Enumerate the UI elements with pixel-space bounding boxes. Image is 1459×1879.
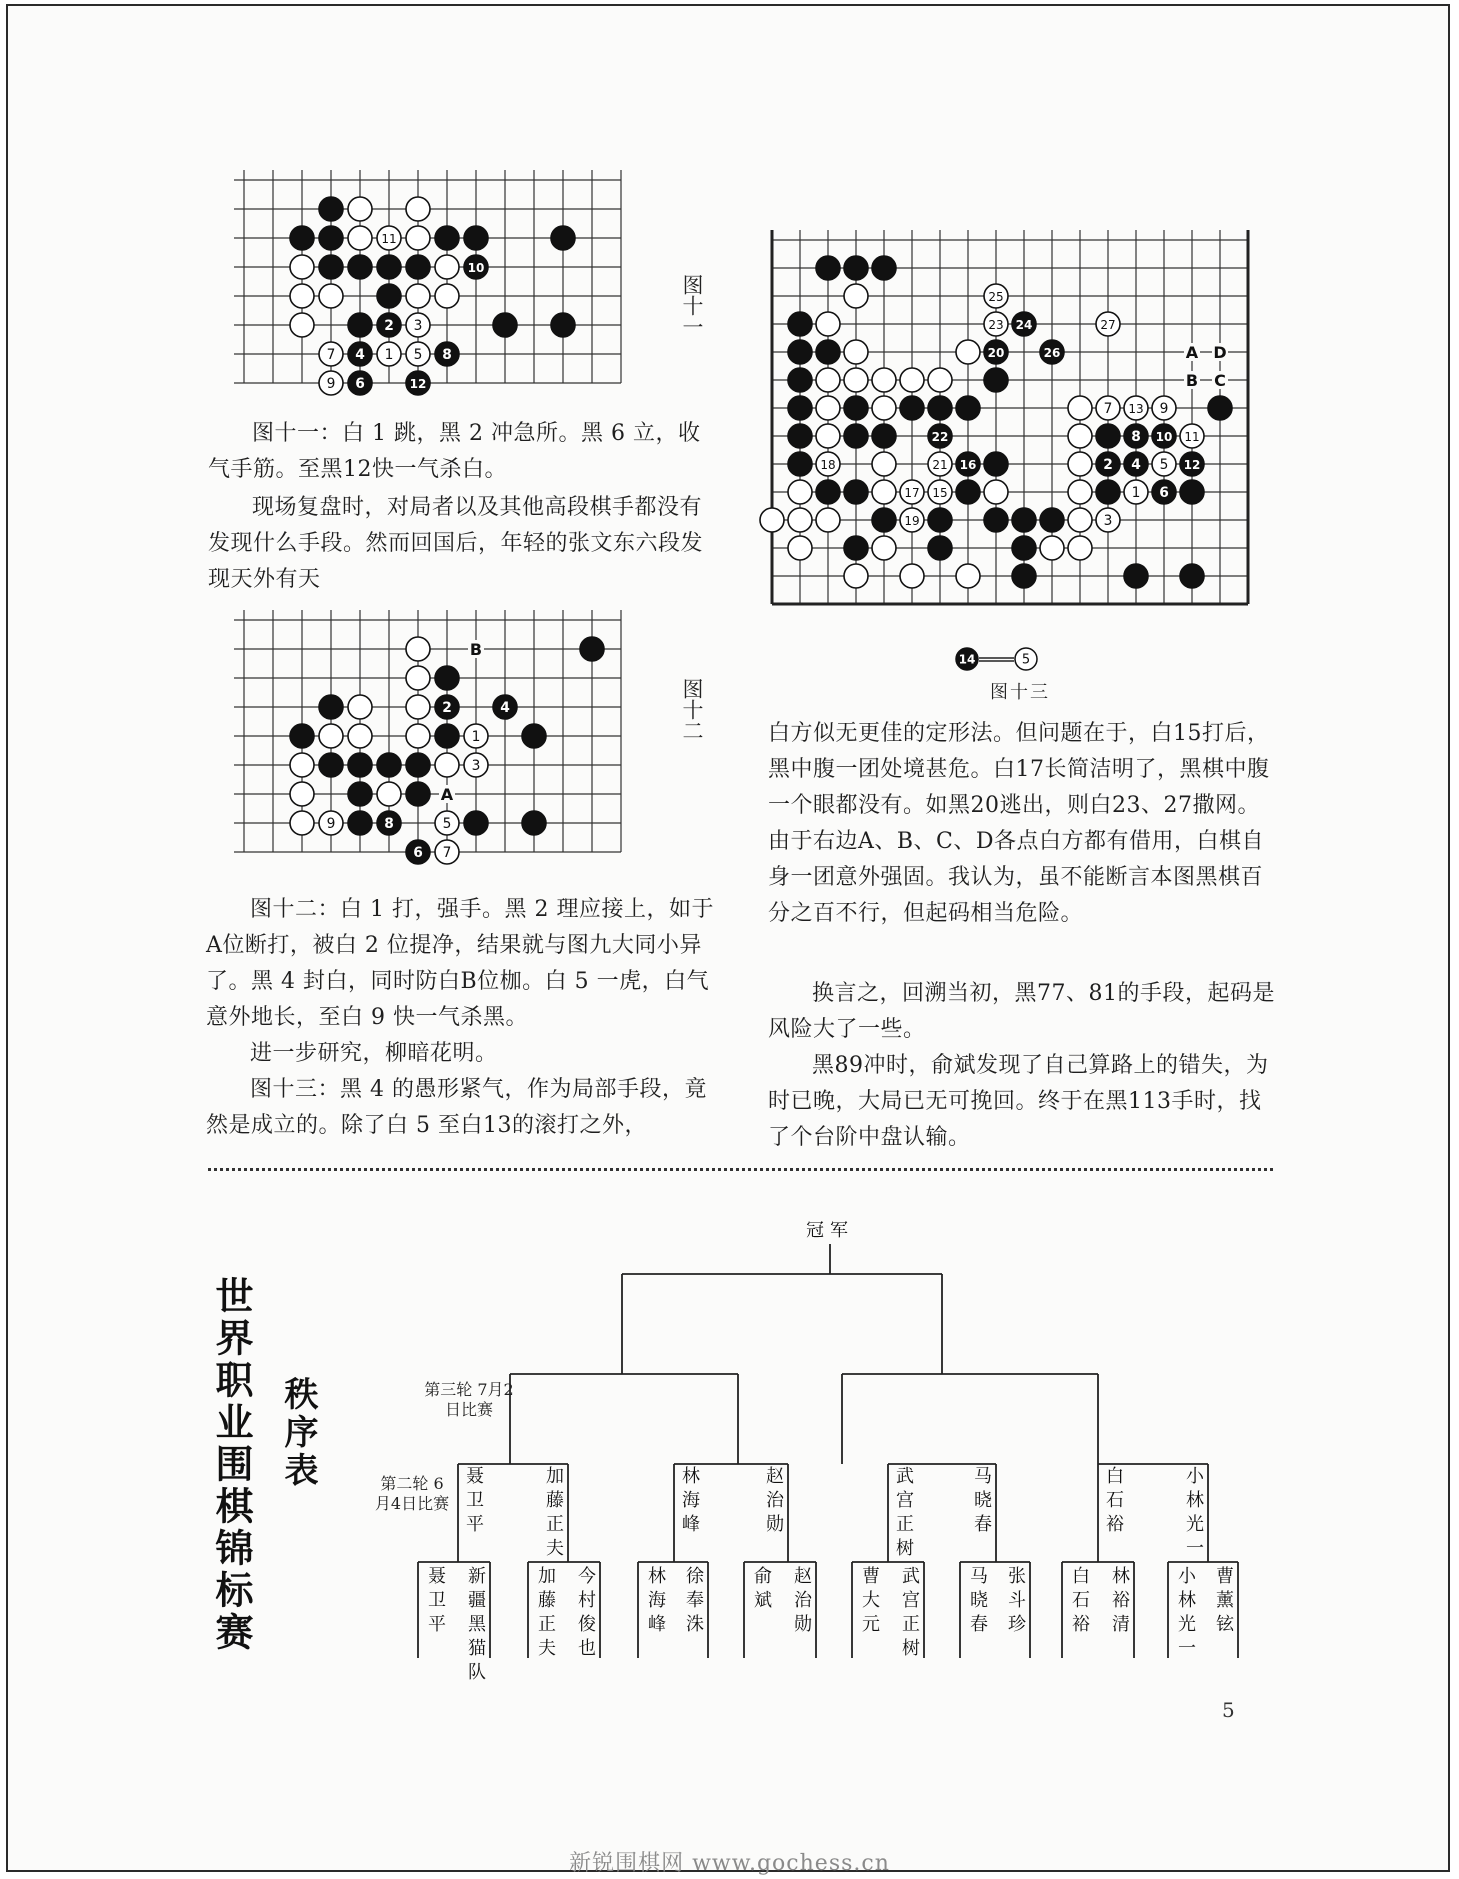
white-stone-3 — [464, 753, 488, 777]
round1-player-6: 徐奉洙 — [683, 1566, 704, 1638]
black-stone — [844, 536, 868, 560]
white-stone — [900, 368, 924, 392]
svg-text:11: 11 — [1184, 429, 1200, 444]
white-stone-25 — [984, 284, 1008, 308]
white-stone — [406, 197, 430, 221]
black-stone — [844, 256, 868, 280]
svg-text:13: 13 — [1128, 401, 1144, 416]
black-stone — [844, 480, 868, 504]
white-stone — [290, 255, 314, 279]
white-stone-17 — [900, 480, 924, 504]
white-stone-3 — [406, 313, 430, 337]
white-stone — [844, 564, 868, 588]
round1-player-5: 林海峰 — [645, 1566, 666, 1638]
ko-note-right-number: 5 — [1021, 652, 1031, 668]
white-stone-11 — [1180, 424, 1204, 448]
white-stone — [406, 226, 430, 250]
black-stone — [348, 811, 372, 835]
svg-text:5: 5 — [442, 815, 452, 832]
black-stone — [956, 396, 980, 420]
white-stone — [844, 368, 868, 392]
white-stone-9 — [1152, 396, 1176, 420]
black-stone — [493, 313, 517, 337]
svg-text:2: 2 — [1103, 456, 1113, 473]
round1-player-15: 小林光一 — [1175, 1566, 1196, 1662]
svg-text:8: 8 — [384, 815, 394, 832]
black-stone — [928, 396, 952, 420]
black-stone-2 — [435, 695, 459, 719]
svg-text:12: 12 — [1183, 457, 1201, 472]
ko-note — [952, 644, 1062, 678]
black-stone-12 — [1180, 452, 1204, 476]
white-stone — [956, 340, 980, 364]
svg-text:11: 11 — [381, 231, 397, 246]
white-stone — [377, 782, 401, 806]
black-stone — [1012, 564, 1036, 588]
svg-text:3: 3 — [1103, 512, 1113, 529]
svg-text:24: 24 — [1015, 317, 1033, 332]
svg-text:6: 6 — [355, 375, 365, 392]
black-stone — [788, 312, 812, 336]
black-stone — [1124, 564, 1148, 588]
board-letter-A: A — [440, 785, 454, 804]
black-stone — [788, 396, 812, 420]
round1-player-1: 聂卫平 — [425, 1566, 446, 1638]
white-stone — [1068, 452, 1092, 476]
round2-player-1: 聂卫平 — [463, 1466, 484, 1538]
round1-player-10: 武宫正树 — [899, 1566, 920, 1662]
black-stone-8 — [1124, 424, 1148, 448]
white-stone — [872, 452, 896, 476]
paragraph-left-2: 进一步研究，柳暗花明。 — [250, 1041, 498, 1066]
black-stone — [319, 255, 343, 279]
black-stone — [348, 313, 372, 337]
black-stone — [928, 508, 952, 532]
svg-text:1: 1 — [471, 728, 481, 745]
page-number: 5 — [1222, 1698, 1235, 1722]
paragraph-left-3: 图十三：黑 4 的愚形紧气，作为局部手段，竟然是成立的。除了白 5 至白13的滚打之外， — [206, 1077, 707, 1138]
black-stone — [290, 724, 314, 748]
svg-text:25: 25 — [988, 289, 1004, 304]
white-stone — [319, 284, 343, 308]
white-stone — [1040, 536, 1064, 560]
round1-player-3: 加藤正夫 — [535, 1566, 556, 1662]
white-stone — [1068, 508, 1092, 532]
svg-text:3: 3 — [471, 757, 481, 774]
black-stone — [788, 340, 812, 364]
svg-text:19: 19 — [904, 513, 920, 528]
white-stone — [406, 666, 430, 690]
white-stone — [290, 811, 314, 835]
black-stone — [928, 536, 952, 560]
black-stone-2 — [1096, 452, 1120, 476]
svg-text:21: 21 — [932, 457, 948, 472]
black-stone — [984, 368, 1008, 392]
black-stone — [377, 753, 401, 777]
white-stone-21 — [928, 452, 952, 476]
svg-text:16: 16 — [959, 457, 977, 472]
page-frame — [6, 4, 1450, 1872]
white-stone — [290, 284, 314, 308]
white-stone — [406, 724, 430, 748]
black-stone-4 — [1124, 452, 1148, 476]
black-stone — [1012, 508, 1036, 532]
black-stone — [788, 452, 812, 476]
white-stone-15 — [928, 480, 952, 504]
white-stone — [844, 284, 868, 308]
white-stone — [872, 368, 896, 392]
svg-text:9: 9 — [326, 815, 336, 832]
paragraph-left-1: 现场复盘时，对局者以及其他高段棋手都没有发现什么手段。然而回国后，年轻的张文东六段发现天外有天 — [208, 495, 704, 592]
ko-note-left-number: 14 — [958, 652, 976, 667]
black-stone — [551, 226, 575, 250]
white-stone — [816, 396, 840, 420]
black-stone-2 — [377, 313, 401, 337]
white-stone — [816, 508, 840, 532]
black-stone — [522, 724, 546, 748]
black-stone-10 — [1152, 424, 1176, 448]
white-stone — [435, 284, 459, 308]
black-stone — [844, 396, 868, 420]
svg-text:27: 27 — [1100, 317, 1116, 332]
black-stone-16 — [956, 452, 980, 476]
white-stone — [788, 536, 812, 560]
white-stone — [872, 396, 896, 420]
figure-label-fig13: 图十三 — [990, 682, 1050, 703]
white-stone-9 — [319, 371, 343, 395]
white-stone — [348, 226, 372, 250]
white-stone-23 — [984, 312, 1008, 336]
white-stone — [816, 424, 840, 448]
white-stone — [872, 536, 896, 560]
white-stone — [816, 312, 840, 336]
svg-text:17: 17 — [904, 485, 920, 500]
white-stone — [348, 197, 372, 221]
ko-note-graphic — [952, 644, 1062, 674]
svg-text:8: 8 — [1131, 428, 1141, 445]
black-stone-4 — [348, 342, 372, 366]
black-stone — [464, 811, 488, 835]
black-stone-8 — [435, 342, 459, 366]
go-board-fig13 — [762, 230, 1274, 638]
black-stone — [319, 695, 343, 719]
svg-text:6: 6 — [1159, 484, 1169, 501]
black-stone — [816, 480, 840, 504]
white-stone — [816, 368, 840, 392]
section-divider — [208, 1168, 1273, 1177]
black-stone — [872, 256, 896, 280]
go-board-fig12 — [234, 606, 640, 886]
white-stone-7 — [435, 840, 459, 864]
black-stone-26 — [1040, 340, 1064, 364]
white-stone — [844, 340, 868, 364]
svg-text:9: 9 — [1159, 400, 1169, 417]
round1-player-16: 曹薰铉 — [1213, 1566, 1234, 1638]
black-stone-6 — [406, 840, 430, 864]
black-stone — [348, 782, 372, 806]
tournament-subtitle: 秩序表 — [278, 1376, 318, 1490]
white-stone — [1068, 536, 1092, 560]
white-stone-1 — [464, 724, 488, 748]
white-stone-5 — [435, 811, 459, 835]
paragraph-right-2: 换言之，回溯当初，黑77、81的手段，起码是风险大了一些。 — [768, 981, 1275, 1042]
svg-text:5: 5 — [413, 346, 423, 363]
black-stone — [319, 226, 343, 250]
figure-label-fig12: 图十二 — [680, 678, 704, 741]
round1-player-12: 张斗珍 — [1005, 1566, 1026, 1638]
svg-text:4: 4 — [500, 699, 510, 716]
white-stone-5 — [1152, 452, 1176, 476]
round2-player-8: 小林光一 — [1183, 1466, 1204, 1562]
white-stone — [760, 508, 784, 532]
svg-text:10: 10 — [467, 260, 485, 275]
white-stone — [406, 637, 430, 661]
caption-fig12: 图十二：白 1 打，强手。黑 2 理应接上，如于A位断打，被白 2 位提净，结果就与图九大同小异了。黑 4 封白，同时防白B位枷。白 5 一虎，白气意外地长，至白 9 快一气杀黑。 — [206, 897, 714, 1030]
white-stone — [788, 508, 812, 532]
white-stone-1 — [377, 342, 401, 366]
white-stone — [290, 313, 314, 337]
round3-label: 第三轮 7月2日比赛 — [424, 1380, 514, 1419]
board-letter-B: B — [1185, 371, 1199, 390]
round1-player-14: 林裕清 — [1109, 1566, 1130, 1638]
white-stone — [319, 724, 343, 748]
black-stone — [1180, 480, 1204, 504]
black-stone-10 — [464, 255, 488, 279]
white-stone — [435, 753, 459, 777]
black-stone — [816, 256, 840, 280]
svg-text:18: 18 — [820, 457, 836, 472]
paragraph-right-1: 白方似无更佳的定形法。但问题在于，白15打后，黑中腹一团处境甚危。白17长简洁明了，黑棋中腹一个眼都没有。如黑20逃出，则白23、27撒网。由于右边A、B、C、D各点白方都有借用，白棋自身一团意外强固。我认为，虽不能断言本图黑棋百分之百不行，但起码相当危险。 — [768, 721, 1270, 926]
white-stone-27 — [1096, 312, 1120, 336]
svg-text:20: 20 — [987, 345, 1005, 360]
svg-text:2: 2 — [442, 699, 452, 716]
black-stone — [900, 396, 924, 420]
white-stone-7 — [319, 342, 343, 366]
white-stone — [984, 480, 1008, 504]
black-stone — [580, 637, 604, 661]
svg-text:7: 7 — [1103, 400, 1113, 417]
svg-text:7: 7 — [326, 346, 336, 363]
white-stone — [956, 564, 980, 588]
svg-text:3: 3 — [413, 317, 423, 334]
white-stone-13 — [1124, 396, 1148, 420]
round2-player-6: 马晓春 — [971, 1466, 992, 1538]
black-stone — [1096, 480, 1120, 504]
black-stone — [290, 226, 314, 250]
black-stone — [788, 424, 812, 448]
watermark: 新锐围棋网 www.gochess.cn — [569, 1851, 890, 1876]
svg-text:10: 10 — [1155, 429, 1173, 444]
black-stone — [464, 226, 488, 250]
black-stone — [377, 255, 401, 279]
white-stone-3 — [1096, 508, 1120, 532]
black-stone-6 — [348, 371, 372, 395]
board-letter-A: A — [1185, 343, 1199, 362]
black-stone — [1180, 564, 1204, 588]
black-stone — [788, 368, 812, 392]
round1-player-2: 新疆黑猫队 — [465, 1566, 486, 1686]
black-stone — [377, 284, 401, 308]
white-stone — [928, 368, 952, 392]
white-stone-5 — [406, 342, 430, 366]
board-letter-D: D — [1213, 343, 1227, 362]
white-stone — [348, 724, 372, 748]
svg-text:6: 6 — [413, 844, 423, 861]
white-stone — [290, 782, 314, 806]
white-stone — [1068, 396, 1092, 420]
figure-label-fig11: 图十一 — [680, 274, 704, 337]
black-stone — [1096, 424, 1120, 448]
black-stone — [872, 424, 896, 448]
white-stone — [435, 255, 459, 279]
black-stone — [844, 424, 868, 448]
white-stone — [348, 695, 372, 719]
white-stone — [872, 480, 896, 504]
black-stone-20 — [984, 340, 1008, 364]
black-stone — [348, 255, 372, 279]
white-stone-1 — [1124, 480, 1148, 504]
white-stone — [1068, 480, 1092, 504]
round1-player-4: 今村俊也 — [575, 1566, 596, 1662]
black-stone-4 — [493, 695, 517, 719]
black-stone — [1012, 536, 1036, 560]
white-stone-9 — [319, 811, 343, 835]
round2-player-7: 白石裕 — [1103, 1466, 1124, 1538]
round2-player-3: 林海峰 — [679, 1466, 700, 1538]
white-stone — [900, 564, 924, 588]
caption-fig11: 图十一：白 1 跳，黑 2 冲急所。黑 6 立，收气手筋。至黑12快一气杀白。 — [208, 421, 701, 482]
round2-player-5: 武宫正树 — [893, 1466, 914, 1562]
black-stone — [348, 753, 372, 777]
black-stone — [984, 452, 1008, 476]
black-stone — [1040, 508, 1064, 532]
black-stone-8 — [377, 811, 401, 835]
black-stone — [406, 255, 430, 279]
tournament-title: 世界职业围棋锦标赛 — [209, 1276, 253, 1654]
white-stone — [406, 695, 430, 719]
round1-player-7: 俞斌 — [751, 1566, 772, 1614]
svg-text:15: 15 — [932, 485, 948, 500]
round1-player-11: 马晓春 — [967, 1566, 988, 1638]
white-stone-19 — [900, 508, 924, 532]
svg-text:9: 9 — [326, 375, 336, 392]
black-stone — [872, 508, 896, 532]
black-stone — [984, 508, 1008, 532]
svg-text:26: 26 — [1043, 345, 1061, 360]
board-letter-B: B — [469, 640, 483, 659]
svg-text:4: 4 — [1131, 456, 1141, 473]
black-stone — [435, 666, 459, 690]
black-stone — [551, 313, 575, 337]
black-stone — [1208, 396, 1232, 420]
round2-player-4: 赵治勋 — [763, 1466, 784, 1538]
svg-text:1: 1 — [384, 346, 394, 363]
svg-text:8: 8 — [442, 346, 452, 363]
black-stone — [406, 753, 430, 777]
svg-text:4: 4 — [355, 346, 365, 363]
board-letter-C: C — [1214, 371, 1226, 390]
white-stone-7 — [1096, 396, 1120, 420]
black-stone — [956, 480, 980, 504]
black-stone — [435, 724, 459, 748]
black-stone — [319, 197, 343, 221]
round1-player-9: 曹大元 — [859, 1566, 880, 1638]
svg-text:12: 12 — [409, 376, 427, 391]
champion-label: 冠军 — [806, 1220, 854, 1241]
round2-label: 第二轮 6月4日比赛 — [374, 1474, 450, 1513]
svg-text:1: 1 — [1131, 484, 1141, 501]
round1-player-8: 赵治勋 — [791, 1566, 812, 1638]
svg-text:2: 2 — [384, 317, 394, 334]
black-stone-22 — [928, 424, 952, 448]
go-board-fig11 — [234, 170, 640, 402]
black-stone — [435, 226, 459, 250]
black-stone — [406, 782, 430, 806]
white-stone — [406, 284, 430, 308]
black-stone-6 — [1152, 480, 1176, 504]
white-stone-11 — [377, 226, 401, 250]
black-stone — [816, 340, 840, 364]
white-stone — [290, 753, 314, 777]
white-stone — [788, 480, 812, 504]
round2-player-2: 加藤正夫 — [543, 1466, 564, 1562]
white-stone-18 — [816, 452, 840, 476]
black-stone — [319, 753, 343, 777]
svg-text:22: 22 — [931, 429, 949, 444]
black-stone — [522, 811, 546, 835]
black-stone-24 — [1012, 312, 1036, 336]
svg-text:23: 23 — [988, 317, 1004, 332]
paragraph-right-3: 黑89冲时，俞斌发现了自己算路上的错失，为时已晚，大局已无可挽回。终于在黑113手时，找了个台阶中盘认输。 — [768, 1053, 1269, 1150]
round1-player-13: 白石裕 — [1069, 1566, 1090, 1638]
svg-text:5: 5 — [1159, 456, 1169, 473]
svg-text:7: 7 — [442, 844, 452, 861]
white-stone — [1068, 424, 1092, 448]
black-stone-12 — [406, 371, 430, 395]
